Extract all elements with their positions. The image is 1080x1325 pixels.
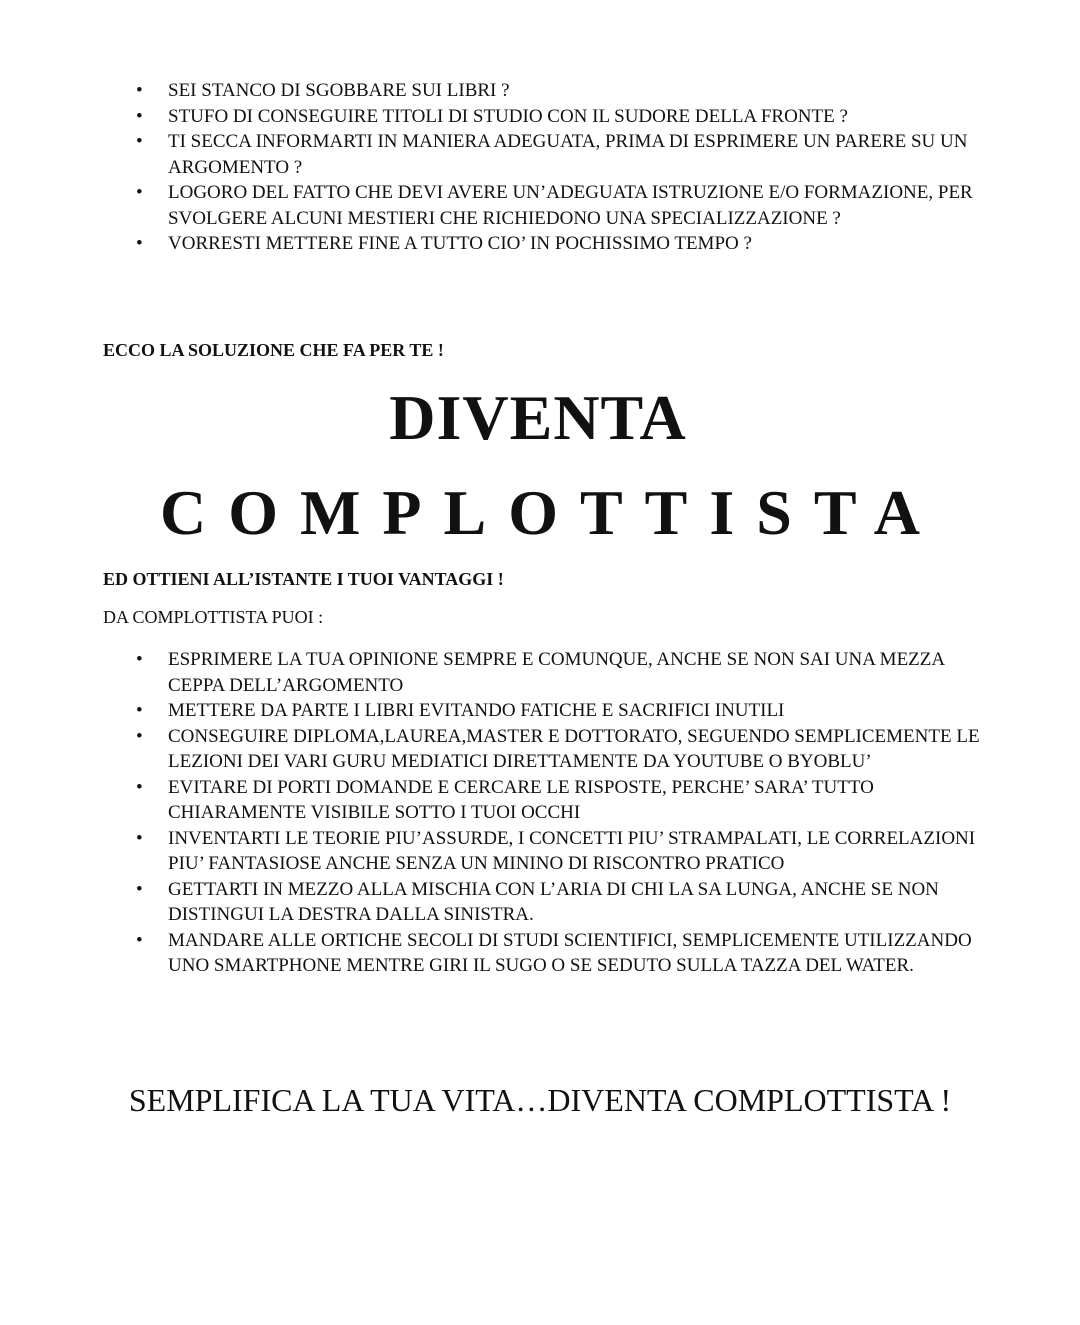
intro-questions-list xyxy=(0,78,1080,257)
list-item: • TI SECCA INFORMARTI IN MANIERA ADEGUATA, PRIMA DI ESPRIMERE UN PARERE SU UN ARGOMENTO ? xyxy=(0,129,1080,180)
list-item: • STUFO DI CONSEGUIRE TITOLI DI STUDIO CON IL SUDORE DELLA FRONTE ? xyxy=(0,104,1080,130)
headline-line-2: COMPLOTTISTA xyxy=(160,477,942,548)
list-item: • MANDARE ALLE ORTICHE SECOLI DI STUDI SCIENTIFICI, SEMPLICEMENTE UTILIZZANDO UNO SMARTPHONE MENTRE GIRI IL SUGO O SE SEDUTO SULLA TAZZA DEL WATER. xyxy=(0,928,1080,979)
list-item: • VORRESTI METTERE FINE A TUTTO CIO’ IN POCHISSIMO TEMPO ? xyxy=(0,231,1080,257)
advantages-intro: DA COMPLOTTISTA PUOI : xyxy=(103,607,324,627)
advantages-list xyxy=(0,647,1080,979)
closing-slogan: SEMPLIFICA LA TUA VITA…DIVENTA COMPLOTTISTA ! xyxy=(128,1082,952,1118)
solution-heading: ECCO LA SOLUZIONE CHE FA PER TE ! xyxy=(103,340,444,360)
list-item: • EVITARE DI PORTI DOMANDE E CERCARE LE RISPOSTE, PERCHE’ SARA’ TUTTO CHIARAMENTE VISIBILE SOTTO I TUOI OCCHI xyxy=(0,775,1080,826)
list-item: • GETTARTI IN MEZZO ALLA MISCHIA CON L’ARIA DI CHI LA SA LUNGA, ANCHE SE NON DISTINGUI LA DESTRA DALLA SINISTRA. xyxy=(0,877,1080,928)
list-item: • INVENTARTI LE TEORIE PIU’ASSURDE, I CONCETTI PIU’ STRAMPALATI, LE CORRELAZIONI PIU’ FANTASIOSE ANCHE SENZA UN MININO DI RISCONTRO PRATICO xyxy=(0,826,1080,877)
list-item: • SEI STANCO DI SGOBBARE SUI LIBRI ? xyxy=(0,78,1080,104)
list-item: • METTERE DA PARTE I LIBRI EVITANDO FATICHE E SACRIFICI INUTILI xyxy=(0,698,1080,724)
advantages-heading: ED OTTIENI ALL’ISTANTE I TUOI VANTAGGI ! xyxy=(103,569,504,589)
headline-line-1: DIVENTA xyxy=(389,382,687,453)
list-item: • CONSEGUIRE DIPLOMA,LAUREA,MASTER E DOTTORATO, SEGUENDO SEMPLICEMENTE LE LEZIONI DEI VARI GURU MEDIATICI DIRETTAMENTE DA YOUTUBE O BYOBLU’ xyxy=(0,724,1080,775)
list-item: • LOGORO DEL FATTO CHE DEVI AVERE UN’ADEGUATA ISTRUZIONE E/O FORMAZIONE, PER SVOLGERE ALCUNI MESTIERI CHE RICHIEDONO UNA SPECIALIZZAZIONE ? xyxy=(0,180,1080,231)
list-item: • ESPRIMERE LA TUA OPINIONE SEMPRE E COMUNQUE, ANCHE SE NON SAI UNA MEZZA CEPPA DELL’ARGOMENTO xyxy=(0,647,1080,698)
